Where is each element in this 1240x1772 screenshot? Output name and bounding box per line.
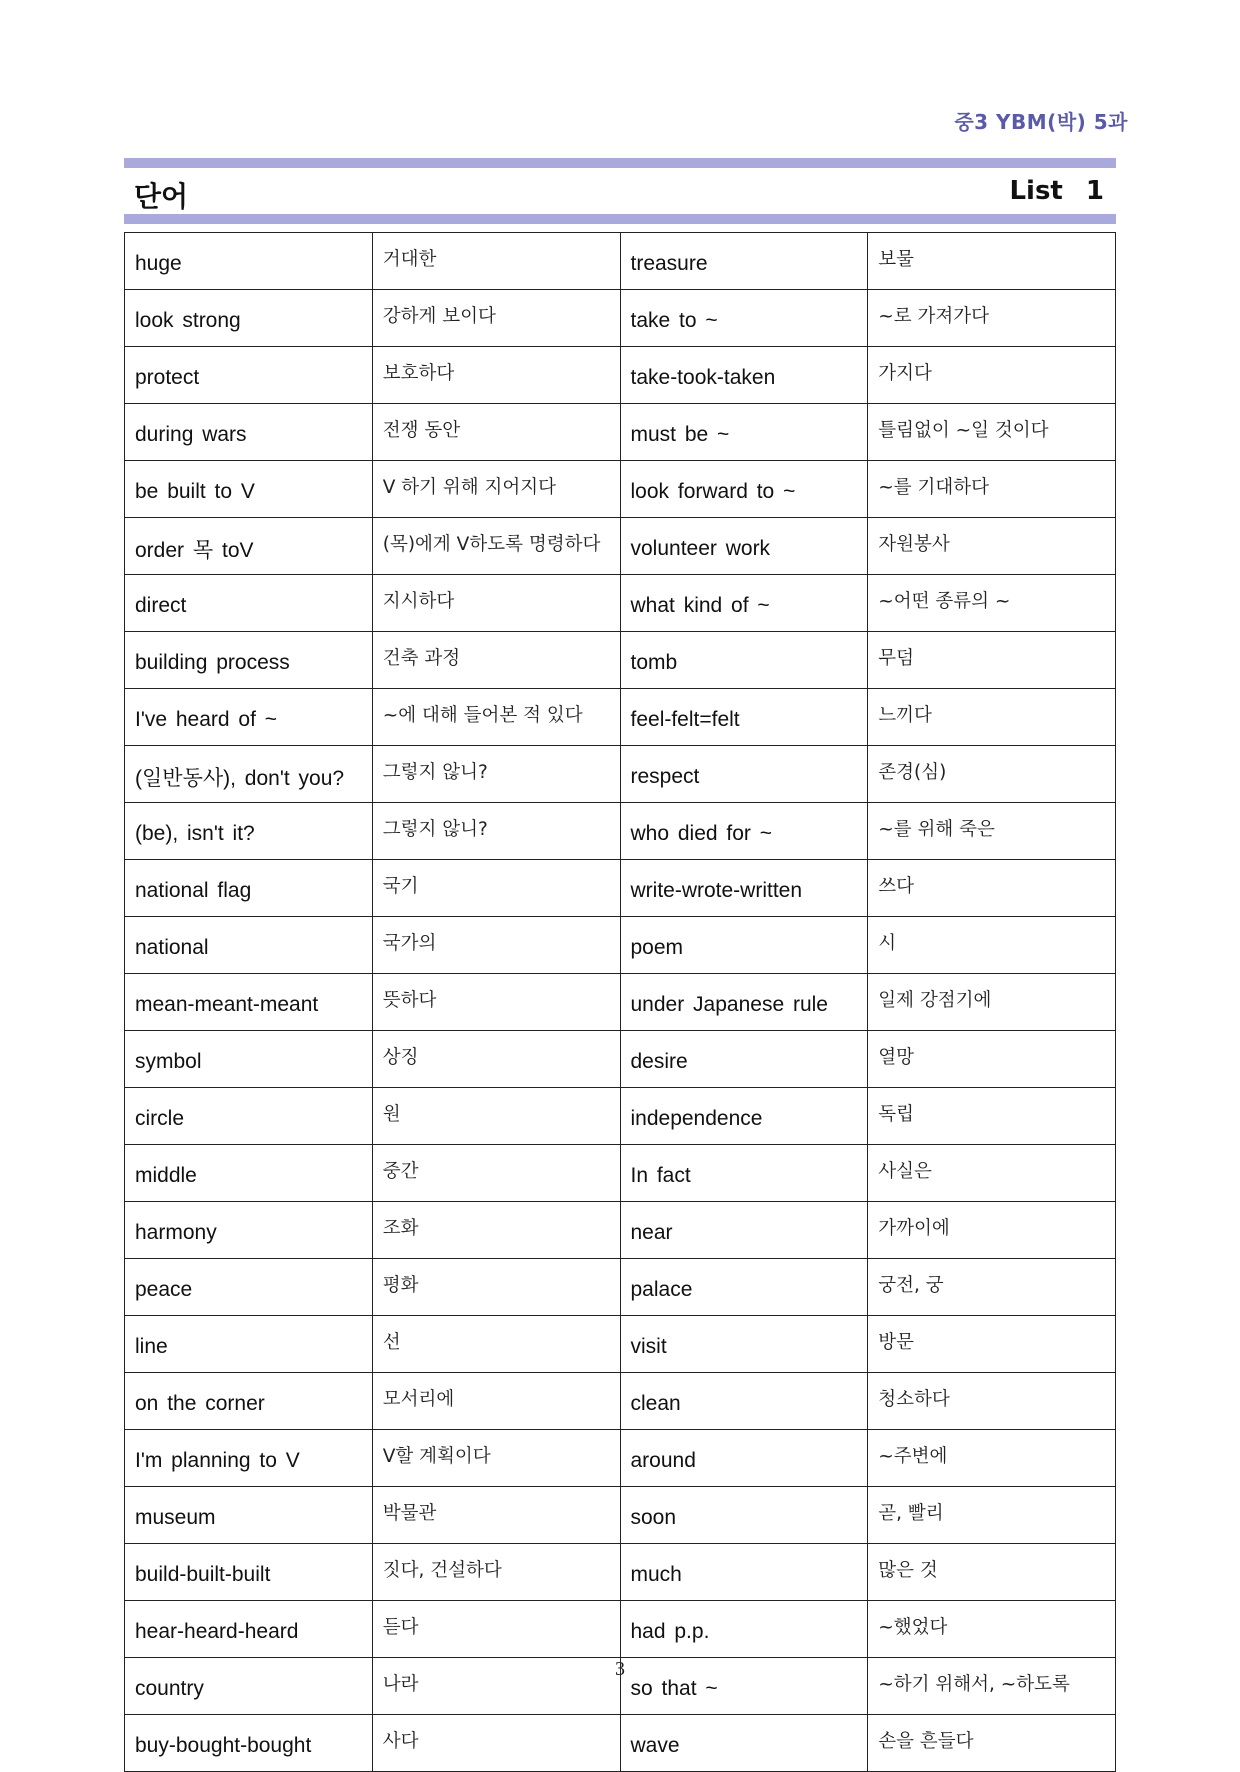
english-word-cell: under Japanese rule bbox=[620, 974, 868, 1031]
english-word-cell: tomb bbox=[620, 632, 868, 689]
korean-meaning-cell: 청소하다 bbox=[868, 1373, 1116, 1430]
english-word-cell: I've heard of ~ bbox=[125, 689, 373, 746]
table-row bbox=[125, 974, 1116, 1031]
title-rule-bottom bbox=[124, 214, 1116, 224]
english-word-cell: I'm planning to V bbox=[125, 1430, 373, 1487]
korean-meaning-cell: V할 계획이다 bbox=[372, 1430, 620, 1487]
korean-meaning-cell: V 하기 위해 지어지다 bbox=[372, 461, 620, 518]
english-word-cell: around bbox=[620, 1430, 868, 1487]
korean-meaning-cell: 국기 bbox=[372, 860, 620, 917]
korean-meaning-cell: 거대한 bbox=[372, 233, 620, 290]
korean-meaning-cell: 쓰다 bbox=[868, 860, 1116, 917]
korean-meaning-cell: ~를 위해 죽은 bbox=[868, 803, 1116, 860]
english-word-cell: respect bbox=[620, 746, 868, 803]
korean-meaning-cell: 전쟁 동안 bbox=[372, 404, 620, 461]
english-word-cell: build-built-built bbox=[125, 1544, 373, 1601]
korean-meaning-cell: 박물관 bbox=[372, 1487, 620, 1544]
korean-meaning-cell: 궁전, 궁 bbox=[868, 1259, 1116, 1316]
korean-meaning-cell: 방문 bbox=[868, 1316, 1116, 1373]
table-row bbox=[125, 461, 1116, 518]
english-word-cell: who died for ~ bbox=[620, 803, 868, 860]
english-word-cell: museum bbox=[125, 1487, 373, 1544]
english-word-cell: take-took-taken bbox=[620, 347, 868, 404]
table-row bbox=[125, 1316, 1116, 1373]
korean-meaning-cell: 가까이에 bbox=[868, 1202, 1116, 1259]
korean-meaning-cell: 사실은 bbox=[868, 1145, 1116, 1202]
table-row bbox=[125, 1031, 1116, 1088]
english-word-cell: peace bbox=[125, 1259, 373, 1316]
table-row bbox=[125, 746, 1116, 803]
table-row bbox=[125, 860, 1116, 917]
table-row bbox=[125, 1145, 1116, 1202]
table-row bbox=[125, 1487, 1116, 1544]
english-word-cell: country bbox=[125, 1658, 373, 1715]
table-row bbox=[125, 632, 1116, 689]
korean-meaning-cell: 느끼다 bbox=[868, 689, 1116, 746]
table-row bbox=[125, 347, 1116, 404]
table-row bbox=[125, 290, 1116, 347]
korean-meaning-cell: 조화 bbox=[372, 1202, 620, 1259]
korean-meaning-cell: 국가의 bbox=[372, 917, 620, 974]
korean-meaning-cell: 중간 bbox=[372, 1145, 620, 1202]
english-word-cell: on the corner bbox=[125, 1373, 373, 1430]
english-word-cell: visit bbox=[620, 1316, 868, 1373]
korean-meaning-cell: 무덤 bbox=[868, 632, 1116, 689]
english-word-cell: soon bbox=[620, 1487, 868, 1544]
english-word-cell: during wars bbox=[125, 404, 373, 461]
english-word-cell: look forward to ~ bbox=[620, 461, 868, 518]
english-word-cell: desire bbox=[620, 1031, 868, 1088]
table-row bbox=[125, 803, 1116, 860]
english-word-cell: poem bbox=[620, 917, 868, 974]
korean-meaning-cell: ~했었다 bbox=[868, 1601, 1116, 1658]
table-row bbox=[125, 575, 1116, 632]
english-word-cell: In fact bbox=[620, 1145, 868, 1202]
korean-meaning-cell: 곧, 빨리 bbox=[868, 1487, 1116, 1544]
table-row bbox=[125, 1715, 1116, 1772]
english-word-cell: write-wrote-written bbox=[620, 860, 868, 917]
table-row bbox=[125, 1259, 1116, 1316]
korean-meaning-cell: 짓다, 건설하다 bbox=[372, 1544, 620, 1601]
korean-meaning-cell: 틀림없이 ~일 것이다 bbox=[868, 404, 1116, 461]
english-word-cell: circle bbox=[125, 1088, 373, 1145]
english-word-cell: line bbox=[125, 1316, 373, 1373]
english-word-cell: order 목 toV bbox=[125, 518, 373, 575]
table-row bbox=[125, 1202, 1116, 1259]
english-word-cell: much bbox=[620, 1544, 868, 1601]
korean-meaning-cell: 시 bbox=[868, 917, 1116, 974]
english-word-cell: national bbox=[125, 917, 373, 974]
english-word-cell: protect bbox=[125, 347, 373, 404]
english-word-cell: look strong bbox=[125, 290, 373, 347]
english-word-cell: be built to V bbox=[125, 461, 373, 518]
table-row bbox=[125, 233, 1116, 290]
english-word-cell: treasure bbox=[620, 233, 868, 290]
english-word-cell: huge bbox=[125, 233, 373, 290]
vocabulary-table-body bbox=[125, 233, 1116, 1772]
korean-meaning-cell: 열망 bbox=[868, 1031, 1116, 1088]
korean-meaning-cell: ~어떤 종류의 ~ bbox=[868, 575, 1116, 632]
course-label: 중3 YBM(박) 5과 bbox=[954, 110, 1128, 134]
english-word-cell: take to ~ bbox=[620, 290, 868, 347]
english-word-cell: volunteer work bbox=[620, 518, 868, 575]
english-word-cell: direct bbox=[125, 575, 373, 632]
english-word-cell: wave bbox=[620, 1715, 868, 1772]
table-row bbox=[125, 917, 1116, 974]
korean-meaning-cell: 독립 bbox=[868, 1088, 1116, 1145]
table-row bbox=[125, 1088, 1116, 1145]
table-row bbox=[125, 1544, 1116, 1601]
korean-meaning-cell: 원 bbox=[372, 1088, 620, 1145]
korean-meaning-cell: 사다 bbox=[372, 1715, 620, 1772]
page-number: 3 bbox=[615, 1658, 625, 1680]
korean-meaning-cell: 가지다 bbox=[868, 347, 1116, 404]
list-label: List 1 bbox=[1009, 176, 1104, 206]
korean-meaning-cell: 강하게 보이다 bbox=[372, 290, 620, 347]
korean-meaning-cell: 손을 흔들다 bbox=[868, 1715, 1116, 1772]
title-rule-top bbox=[124, 158, 1116, 168]
korean-meaning-cell: 그렇지 않니? bbox=[372, 746, 620, 803]
english-word-cell: (일반동사), don't you? bbox=[125, 746, 373, 803]
english-word-cell: must be ~ bbox=[620, 404, 868, 461]
korean-meaning-cell: 일제 강점기에 bbox=[868, 974, 1116, 1031]
english-word-cell: hear-heard-heard bbox=[125, 1601, 373, 1658]
english-word-cell: what kind of ~ bbox=[620, 575, 868, 632]
korean-meaning-cell: ~하기 위해서, ~하도록 bbox=[868, 1658, 1116, 1715]
english-word-cell: building process bbox=[125, 632, 373, 689]
korean-meaning-cell: 모서리에 bbox=[372, 1373, 620, 1430]
english-word-cell: feel-felt=felt bbox=[620, 689, 868, 746]
english-word-cell: (be), isn't it? bbox=[125, 803, 373, 860]
table-row bbox=[125, 1601, 1116, 1658]
korean-meaning-cell: ~로 가져가다 bbox=[868, 290, 1116, 347]
korean-meaning-cell: 뜻하다 bbox=[372, 974, 620, 1031]
english-word-cell: had p.p. bbox=[620, 1601, 868, 1658]
table-row bbox=[125, 518, 1116, 575]
table-row bbox=[125, 404, 1116, 461]
korean-meaning-cell: 상징 bbox=[372, 1031, 620, 1088]
english-word-cell: clean bbox=[620, 1373, 868, 1430]
korean-meaning-cell: 평화 bbox=[372, 1259, 620, 1316]
table-row bbox=[125, 689, 1116, 746]
korean-meaning-cell: ~를 기대하다 bbox=[868, 461, 1116, 518]
korean-meaning-cell: 자원봉사 bbox=[868, 518, 1116, 575]
page-title: 단어 bbox=[134, 180, 189, 213]
english-word-cell: palace bbox=[620, 1259, 868, 1316]
english-word-cell: independence bbox=[620, 1088, 868, 1145]
korean-meaning-cell: 그렇지 않니? bbox=[372, 803, 620, 860]
korean-meaning-cell: 나라 bbox=[372, 1658, 620, 1715]
title-bar bbox=[124, 158, 1116, 224]
table-row bbox=[125, 1430, 1116, 1487]
korean-meaning-cell: 듣다 bbox=[372, 1601, 620, 1658]
english-word-cell: mean-meant-meant bbox=[125, 974, 373, 1031]
table-row bbox=[125, 1373, 1116, 1430]
english-word-cell: buy-bought-bought bbox=[125, 1715, 373, 1772]
english-word-cell: harmony bbox=[125, 1202, 373, 1259]
korean-meaning-cell: 존경(심) bbox=[868, 746, 1116, 803]
korean-meaning-cell: 보물 bbox=[868, 233, 1116, 290]
korean-meaning-cell: ~주변에 bbox=[868, 1430, 1116, 1487]
english-word-cell: so that ~ bbox=[620, 1658, 868, 1715]
korean-meaning-cell: 많은 것 bbox=[868, 1544, 1116, 1601]
korean-meaning-cell: 보호하다 bbox=[372, 347, 620, 404]
vocabulary-table bbox=[124, 232, 1116, 1772]
korean-meaning-cell: 지시하다 bbox=[372, 575, 620, 632]
english-word-cell: national flag bbox=[125, 860, 373, 917]
korean-meaning-cell: (목)에게 V하도록 명령하다 bbox=[372, 518, 620, 575]
korean-meaning-cell: 건축 과정 bbox=[372, 632, 620, 689]
korean-meaning-cell: 선 bbox=[372, 1316, 620, 1373]
english-word-cell: symbol bbox=[125, 1031, 373, 1088]
english-word-cell: middle bbox=[125, 1145, 373, 1202]
korean-meaning-cell: ~에 대해 들어본 적 있다 bbox=[372, 689, 620, 746]
english-word-cell: near bbox=[620, 1202, 868, 1259]
